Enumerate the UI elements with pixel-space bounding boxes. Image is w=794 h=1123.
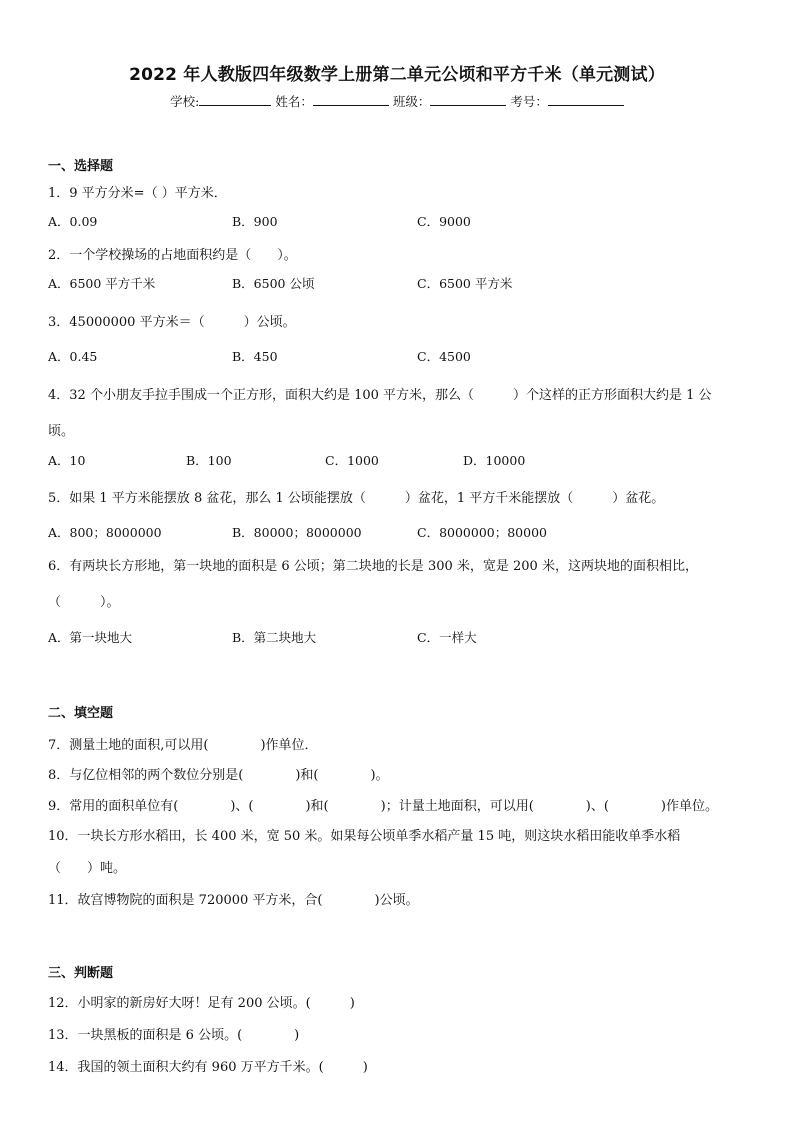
section-heading-true-false: 三、判断题	[48, 966, 114, 981]
student-info-line	[0, 92, 794, 110]
question-8: 8．与亿位相邻的两个数位分别是( )和( )。	[48, 768, 389, 783]
page-title: 2022 年人教版四年级数学上册第二单元公顷和平方千米（单元测试）	[129, 65, 665, 85]
question-4-line-1: 4．32 个小朋友手拉手围成一个正方形，面积大约是 100 平方米，那么（ ）个这样的正方形面积大约是 1 公	[48, 388, 712, 403]
question-7: 7．测量土地的面积,可以用( )作单位．	[48, 738, 318, 753]
question-4-line-2: 顷。	[48, 424, 75, 439]
section-heading-choice: 一、选择题	[48, 159, 114, 174]
name-blank	[313, 92, 389, 106]
question-11: 11．故宫博物院的面积是 720000 平方米，合( )公顷。	[48, 893, 419, 908]
exam-number-label: 考号：	[510, 94, 548, 109]
q5-option-b: B．80000；8000000	[232, 525, 362, 540]
exam-number-blank	[548, 92, 624, 106]
school-label: 学校:	[170, 94, 200, 109]
school-blank	[199, 92, 271, 106]
q3-option-a: A．0.45	[48, 349, 98, 364]
question-9: 9．常用的面积单位有( )、( )和( )；计量土地面积，可以用( )、( )作单位。	[48, 799, 718, 814]
q5-option-a: A．800；8000000	[48, 525, 162, 540]
q1-option-c: C．9000	[417, 214, 471, 229]
question-6-line-1: 6．有两块长方形地，第一块地的面积是 6 公顷；第二块地的长是 300 米，宽是 200 米，这两块地的面积相比，	[48, 559, 698, 574]
q4-option-c: C．1000	[325, 453, 379, 468]
q2-option-b: B．6500 公顷	[232, 276, 315, 291]
class-label: 班级：	[392, 94, 431, 109]
q6-option-c: C．一样大	[417, 630, 477, 645]
q6-option-a: A．第一块地大	[48, 630, 133, 645]
q1-option-b: B．900	[232, 214, 278, 229]
question-10-line-1: 10．一块长方形水稻田，长 400 米，宽 50 米。如果每公顷单季水稻产量 15 吨，则这块水稻田能收单季水稻	[48, 829, 681, 844]
question-13: 13．一块黑板的面积是 6 公顷。( )	[48, 1028, 300, 1043]
question-5: 5．如果 1 平方米能摆放 8 盆花，那么 1 公顷能摆放（ ）盆花，1 平方千米能摆放（ ）盆花。	[48, 491, 665, 506]
question-6-line-2: （ ）。	[48, 595, 120, 610]
question-14: 14．我国的领土面积大约有 960 万平方千米。( )	[48, 1060, 368, 1075]
q2-option-c: C．6500 平方米	[417, 276, 513, 291]
question-12: 12．小明家的新房好大呀！足有 200 公顷。( )	[48, 996, 355, 1011]
q4-option-d: D．10000	[463, 453, 526, 468]
q3-option-b: B．450	[232, 349, 278, 364]
q4-option-b: B．100	[186, 453, 232, 468]
name-label: 姓名：	[275, 94, 313, 109]
question-10-line-2: （ ）吨。	[48, 861, 127, 876]
question-1: 1．9 平方分米=（ ）平方米．	[48, 186, 227, 201]
q1-option-a: A．0.09	[48, 214, 98, 229]
question-3: 3．45000000 平方米＝（ ）公顷。	[48, 315, 296, 330]
q4-option-a: A．10	[48, 453, 86, 468]
class-blank	[430, 92, 506, 106]
q5-option-c: C．8000000；80000	[417, 525, 547, 540]
q3-option-c: C．4500	[417, 349, 471, 364]
question-2: 2．一个学校操场的占地面积约是（ ）。	[48, 248, 297, 263]
q2-option-a: A．6500 平方千米	[48, 276, 156, 291]
q6-option-b: B．第二块地大	[232, 630, 317, 645]
section-heading-fill-in: 二、填空题	[48, 706, 114, 721]
